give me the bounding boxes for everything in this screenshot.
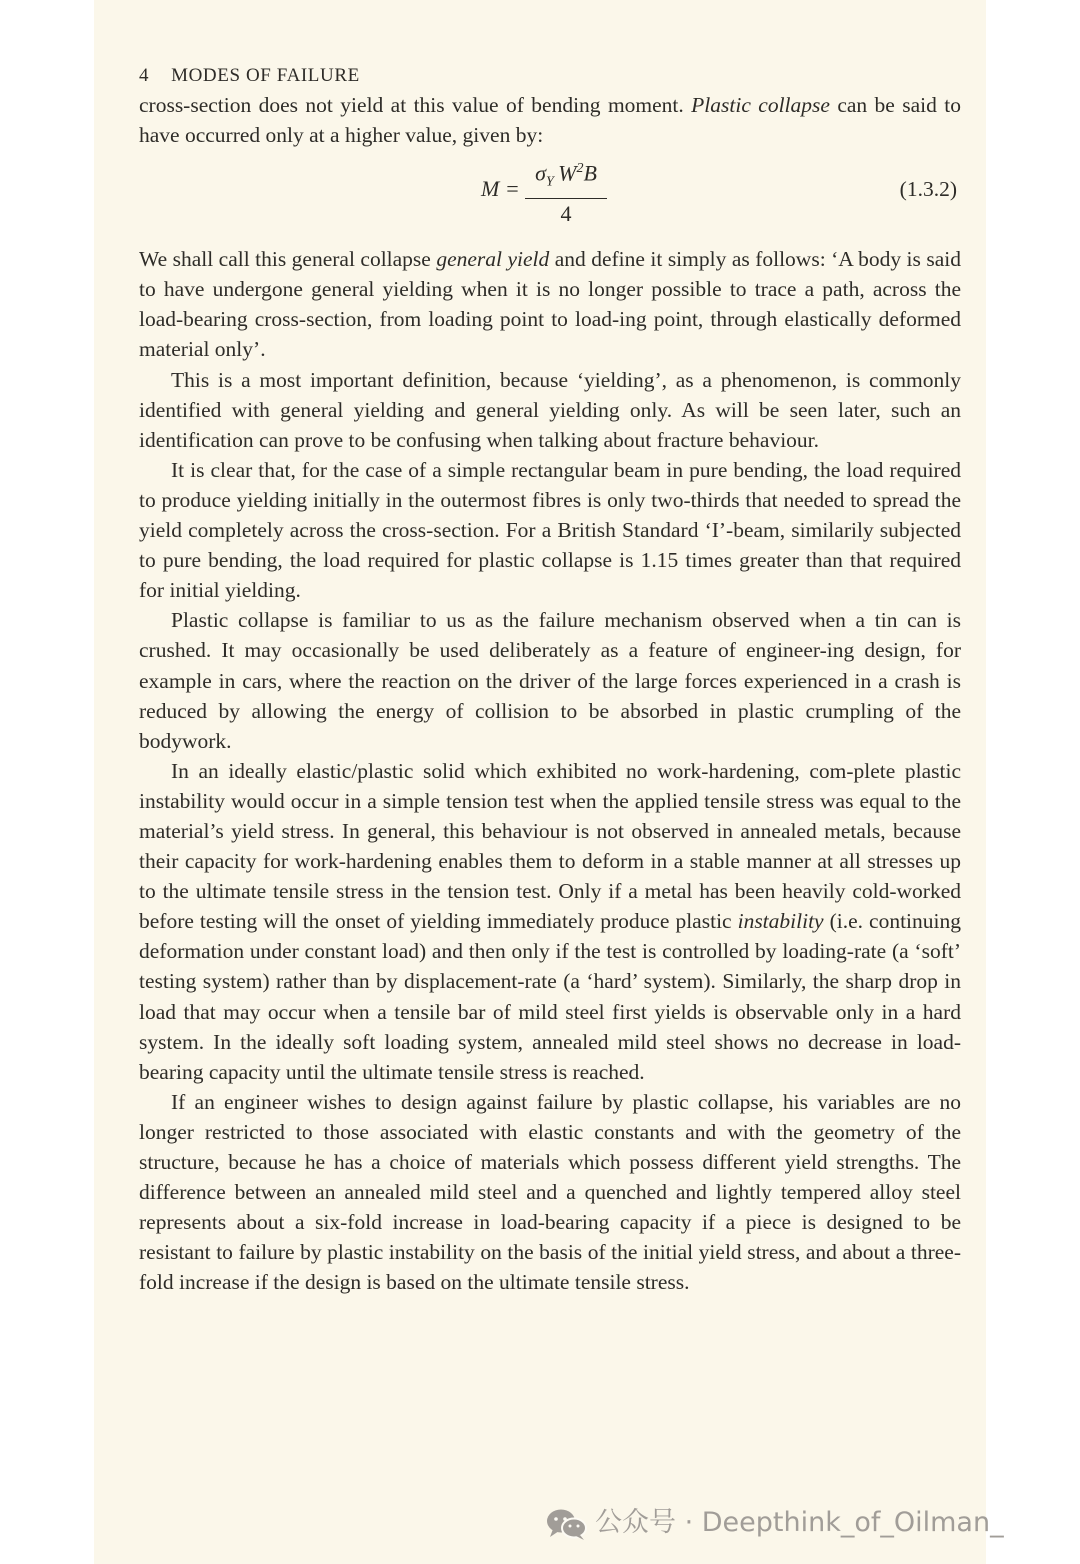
yield-subscript: Y: [545, 174, 554, 190]
instability-emphasis: instability: [737, 909, 824, 934]
paragraph-importance: This is a most important definition, because ‘yielding’, as a phenomenon, is commonly identified with general yielding and general yielding only. As will be seen later, such an identification can prove to be confusing when talking about fracture behaviour.: [139, 367, 961, 452]
paragraph-text-end: (i.e. continuing deformation under constant load) and then only if the test is controlled by loading-rate (a ‘soft’ testing system) rather than by displacement-rate (a ‘hard’ system). Similarly, the sharp drop in load that may occur when a tensile bar of mild steel first yields is observable only in a hard system. In the ideally soft loading system, annealed mild steel shows no decrease in load-bearing capacity until the ultimate tensile stress is reached.: [139, 909, 961, 1084]
equation-denominator: 4: [560, 200, 572, 226]
definition-paragraph: [139, 244, 961, 364]
equation-number: (1.3.2): [899, 177, 957, 202]
definition-emphasis: general yield: [436, 247, 550, 272]
width-exponent: 2: [576, 161, 584, 177]
paragraph-plastic-collapse: Plastic collapse is familiar to us as the failure mechanism observed when a tin can is crushed. It may occasionally be used deliberately as a feature of engineer-ing design, for example in cars, where the reaction on the driver of the large forces experienced in a crash is reduced by allowing the energy of collision to be absorbed in plastic crumpling of the bodywork.: [139, 608, 961, 753]
opening-text: cross-section does not yield at this value of bending moment.: [139, 93, 692, 117]
paragraph-elastic-plastic-solid: [139, 756, 961, 1087]
definition-text-end: and define it simply as follows: ‘A body is said to have undergone general yielding when it is no longer possible to trace a path, across the load-bearing cross-section, from loading point to load-ing point, through elastically deformed material only’.: [139, 247, 961, 362]
wechat-icon: [545, 1507, 589, 1541]
breadth-symbol: B: [583, 160, 597, 186]
sigma-symbol: σ: [535, 160, 546, 186]
opening-text-end: can be said to have occurred only at a higher value, given by:: [139, 93, 961, 148]
equation-numerator: [525, 156, 607, 199]
equation-lhs: M =: [481, 176, 520, 202]
chapter-title: MODES OF FAILURE: [171, 65, 360, 86]
watermark: [545, 1503, 1004, 1543]
paragraph-text: In an ideally elastic/plastic solid which exhibited no work-hardening, com-plete plastic instability would occur in a simple tension test when the applied tensile stress was equal to the material’s yield stress. In general, this behaviour is not observed in annealed metals, because their capacity for work-hardening enables them to deform in a stable manner at all stresses up to the ultimate tensile stress in the tension test. Only if a metal has been heavily cold-worked before testing will the onset of yielding immediately produce plastic: [139, 758, 961, 934]
page-text: [139, 62, 961, 1297]
watermark-text: 公众号 · Deepthink_of_Oilman_: [595, 1507, 1004, 1538]
equation-fraction: [525, 156, 607, 229]
page-number: 4: [139, 65, 150, 86]
paragraph-design-against-collapse: If an engineer wishes to design against failure by plastic collapse, his variables are no longer restricted to those associated with elastic constants and with the geometry of the structure, because he has a choice of materials which possess different yield strengths. The difference between an annealed mild steel and a quenched and lightly tempered alloy steel represents about a six-fold increase in load-bearing capacity if a piece is designed to be resistant to failure by plastic instability on the basis of the initial yield stress, and about a three-fold increase if the design is based on the ultimate tensile stress.: [139, 1089, 961, 1295]
definition-text: We shall call this general collapse: [139, 247, 437, 272]
running-head: [139, 62, 961, 90]
equation-row: [139, 152, 961, 244]
width-symbol: W: [558, 160, 577, 186]
opening-paragraph: [139, 90, 961, 150]
opening-emphasis: Plastic collapse: [691, 93, 830, 117]
paragraph-rectangular-beam: It is clear that, for the case of a simple rectangular beam in pure bending, the load required to produce yielding initially in the outermost fibres is only two-thirds that needed to spread the yield completely across the cross-section. For a British Standard ‘I’-beam, similarily subjected to pure bending, the load required for plastic collapse is 1.15 times greater than that required for initial yielding.: [139, 457, 961, 603]
